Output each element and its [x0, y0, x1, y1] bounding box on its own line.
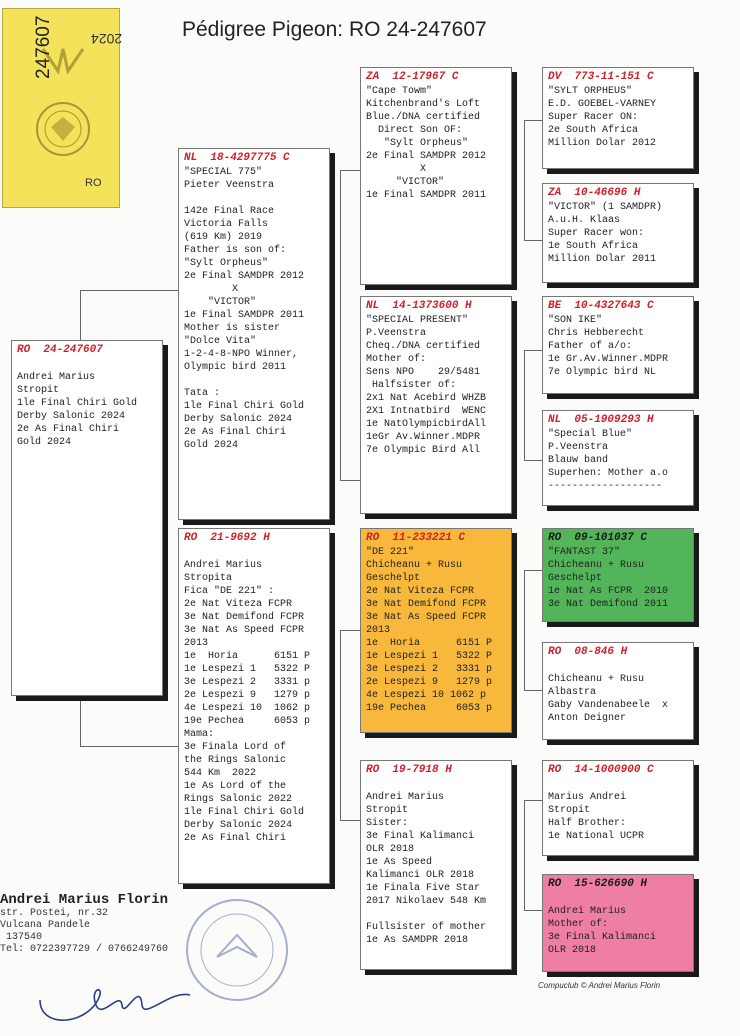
card-line: 3e Final Kalimanci — [548, 932, 657, 943]
card-line: Mother of: — [366, 354, 427, 365]
card-line: Blue./DNA certified — [366, 112, 481, 123]
card-line: 2x1 Nat Acebird WHZB — [366, 393, 487, 404]
card-ring: RO 15-626690 H — [548, 878, 648, 890]
card-lines — [17, 358, 157, 449]
card-lines — [548, 201, 688, 266]
card-line: "VICTOR" — [184, 297, 257, 308]
card-line: 2013 — [366, 625, 391, 636]
card-line: "Special Blue" — [548, 429, 633, 440]
card-line — [184, 374, 324, 387]
card-line: Mother of: — [548, 919, 609, 930]
connector-sire-down — [340, 290, 361, 481]
connector-sd-down — [524, 410, 543, 461]
card-line: P.Veenstra — [366, 328, 427, 339]
card-ring: RO 11-233221 C — [366, 532, 466, 544]
card-line: Stropit — [17, 385, 60, 396]
card-line: Chicheanu + Rusu — [366, 560, 463, 571]
card-line: Blauw band — [548, 455, 609, 466]
card-line: 19e Pechea 6053 p — [366, 703, 493, 714]
owner-name: Andrei Marius Florin — [0, 892, 169, 908]
card-line: 1le Final Chiri Gold — [184, 401, 305, 412]
connector-dd-up — [524, 800, 543, 861]
card-line: Marius Andrei — [548, 792, 627, 803]
card-subject — [11, 340, 163, 696]
connector-sire-up — [340, 170, 361, 291]
card-line: "Sylt Orpheus" — [366, 138, 469, 149]
card-line: 1e As SAMDPR 2018 — [366, 935, 469, 946]
card-line: 3e Final Kalimanci — [366, 831, 475, 842]
card-line — [548, 892, 688, 905]
card-line: 4e Lespezi 10 1062 p — [184, 703, 311, 714]
card-lines — [548, 660, 688, 725]
card-line: Super Racer won: — [548, 228, 645, 239]
card-line: 1e Gr.Av.Winner.MDPR — [548, 354, 669, 365]
card-line: Andrei Marius — [17, 372, 96, 383]
card-line: Direct Son OF: — [366, 125, 463, 136]
card-line: Sens NPO 29/5481 — [366, 367, 481, 378]
card-line: 1e As Lord of the — [184, 781, 287, 792]
card-line: 2e Nat Viteza FCPR — [366, 586, 475, 597]
card-line — [366, 908, 506, 921]
card-line: X — [366, 164, 427, 175]
card-lines — [548, 428, 688, 493]
card-ring: ZA 10-46696 H — [548, 187, 641, 199]
card-ring: RO 24-247607 — [17, 344, 103, 356]
card-ring: NL 18-4297775 C — [184, 152, 290, 164]
card-dam — [178, 528, 330, 884]
card-line: Sister: — [366, 818, 409, 829]
card-line: Anton Deigner — [548, 713, 627, 724]
card-ring: NL 14-1373600 H — [366, 300, 472, 312]
card-dss — [542, 528, 694, 622]
card-line: ------------------- — [548, 481, 663, 492]
connector-ss-up — [524, 120, 543, 181]
card-line: 142e Final Race — [184, 206, 275, 217]
card-line: 1le Final Chiri Gold — [17, 398, 138, 409]
card-line: 2e Lespezi 9 1279 p — [366, 677, 493, 688]
card-line: 2013 — [184, 638, 209, 649]
card-line: 1e Finala Five Star — [366, 883, 481, 894]
card-line: 1e Final SAMDPR 2011 — [366, 190, 487, 201]
ring-certificate — [2, 8, 123, 208]
card-line: 2e As Final Chiri — [184, 427, 287, 438]
card-line: Gold 2024 — [184, 440, 239, 451]
owner-address-line: 137540 — [0, 932, 43, 943]
card-line: Gold 2024 — [17, 437, 72, 448]
card-line: OLR 2018 — [366, 844, 415, 855]
owner-block — [0, 892, 200, 956]
card-lines — [366, 778, 506, 947]
card-lines — [548, 85, 688, 150]
card-line — [17, 358, 157, 371]
card-line: Derby Salonic 2024 — [184, 414, 293, 425]
card-line: "VICTOR" (1 SAMDPR) — [548, 202, 663, 213]
card-line: "Dolce Vita" — [184, 336, 257, 347]
card-line: Father of a/o: — [548, 341, 633, 352]
card-ring: RO 09-101037 C — [548, 532, 648, 544]
card-line: 3e Lespezi 2 3331 p — [366, 664, 493, 675]
card-line: Tata : — [184, 388, 221, 399]
card-line: Kalimanci OLR 2018 — [366, 870, 475, 881]
card-line: 2e As Final Chiri — [184, 833, 287, 844]
card-line: 2e Lespezi 9 1279 p — [184, 690, 311, 701]
card-line: 1e South Africa — [548, 241, 639, 252]
card-line: "SYLT ORPHEUS" — [548, 86, 633, 97]
card-line: 3e Nat As Speed FCPR — [366, 612, 487, 623]
card-line: Andrei Marius — [366, 792, 445, 803]
card-line: Chris Hebberecht — [548, 328, 645, 339]
card-line: 7e Olympic bird NL — [548, 367, 657, 378]
connector-subject-down — [80, 696, 179, 747]
card-line: 2e As Final Chiri — [17, 424, 120, 435]
card-line: Albastra — [548, 687, 597, 698]
card-sds — [542, 296, 694, 394]
connector-ds-up — [524, 570, 543, 631]
card-ring: RO 19-7918 H — [366, 764, 452, 776]
card-dam-dam — [360, 760, 512, 970]
card-line: 3e Finala Lord of — [184, 742, 287, 753]
card-line: Superhen: Mother a.o — [548, 468, 669, 479]
card-line: Andrei Marius — [548, 906, 627, 917]
card-line: 2e Nat Viteza FCPR — [184, 599, 293, 610]
card-line — [548, 660, 688, 673]
card-line: A.u.H. Klaas — [548, 215, 621, 226]
card-line: Geschelpt — [366, 573, 421, 584]
card-line: Victoria Falls — [184, 219, 269, 230]
card-line: Derby Salonic 2024 — [184, 820, 293, 831]
card-line: X — [184, 284, 239, 295]
card-line: 1e Final SAMDPR 2011 — [184, 310, 305, 321]
card-line: OLR 2018 — [548, 945, 597, 956]
card-line: 1le Final Chiri Gold — [184, 807, 305, 818]
card-lines — [184, 546, 324, 845]
owner-phone: Tel: 0722397729 / 0766249760 — [0, 944, 169, 955]
card-line — [366, 778, 506, 791]
card-ring: RO 08-846 H — [548, 646, 628, 658]
card-line: Mother is sister — [184, 323, 281, 334]
card-line: Andrei Marius — [184, 560, 263, 571]
card-line — [548, 778, 688, 791]
card-line: 2e South Africa — [548, 125, 639, 136]
card-line: Super Racer ON: — [548, 112, 639, 123]
card-lines — [366, 546, 506, 715]
card-line: 1e Horia 6151 P — [184, 651, 311, 662]
card-line: 2e Final SAMDPR 2012 — [366, 151, 487, 162]
connector-sd-up — [524, 350, 543, 411]
card-line: Chicheanu + Rusu — [548, 674, 645, 685]
card-line: 1-2-4-8-NPO Winner, — [184, 349, 299, 360]
card-lines — [366, 314, 506, 457]
card-line: Chicheanu + Rusu — [548, 560, 645, 571]
card-line — [184, 192, 324, 205]
owner-address-line: Vulcana Pandele — [0, 920, 91, 931]
card-line: "Cape Towm" — [366, 86, 433, 97]
card-sss — [542, 67, 694, 169]
card-line: 1e As Speed — [366, 857, 433, 868]
card-line: 544 Km 2022 — [184, 768, 257, 779]
signature-icon — [30, 960, 210, 1030]
card-line: 3e Nat Demifond 2011 — [548, 599, 669, 610]
card-lines — [184, 166, 324, 452]
card-line: "VICTOR" — [366, 177, 445, 188]
card-lines — [548, 314, 688, 379]
page-title: Pédigree Pigeon: RO 24-247607 — [182, 18, 487, 41]
card-ring: RO 21-9692 H — [184, 532, 270, 544]
card-line: 4e Lespezi 10 1062 p — [366, 690, 487, 701]
card-ring: BE 10-4327643 C — [548, 300, 654, 312]
footer-credit: Compuclub © Andrei Marius Florin — [538, 981, 661, 990]
card-line: Kitchenbrand's Loft — [366, 99, 481, 110]
owner-address-line: str. Postei, nr.32 — [0, 908, 109, 919]
connector-ds-down — [524, 630, 543, 691]
card-ring: RO 14-1000900 C — [548, 764, 654, 776]
card-line: Half Brother: — [548, 818, 627, 829]
card-line: Fica "DE 221" : — [184, 586, 275, 597]
card-lines — [548, 892, 688, 957]
card-sire-sire — [360, 67, 512, 285]
card-ring: DV 773-11-151 C — [548, 71, 654, 83]
card-line: 2e Final SAMDPR 2012 — [184, 271, 305, 282]
connector-subject-up — [80, 290, 179, 341]
card-line: 1e NatOlympicbirdAll — [366, 419, 487, 430]
card-line: Derby Salonic 2024 — [17, 411, 126, 422]
card-line: 3e Nat Demifond FCPR — [184, 612, 305, 623]
card-sire — [178, 148, 330, 520]
card-line: 1eGr Av.Winner.MDPR — [366, 432, 481, 443]
card-line: 1e National UCPR — [548, 831, 645, 842]
connector-dd-down — [524, 860, 543, 911]
card-line: Father is son of: — [184, 245, 287, 256]
card-line: Halfsister of: — [366, 380, 457, 391]
certificate-country: RO — [85, 177, 102, 189]
card-lines — [548, 778, 688, 843]
card-line: 2X1 Intnatbird WENC — [366, 406, 487, 417]
card-lines — [366, 85, 506, 202]
card-line: Cheq./DNA certified — [366, 341, 481, 352]
card-ddd — [542, 874, 694, 972]
card-line: (619 Km) 2019 — [184, 232, 263, 243]
card-dsd — [542, 642, 694, 740]
card-line: 1e Nat As FCPR 2010 — [548, 586, 669, 597]
card-line: Million Dolar 2012 — [548, 138, 657, 149]
card-line: Pieter Veenstra — [184, 180, 275, 191]
card-line: Fullsister of mother — [366, 922, 487, 933]
certificate-year: 2024 — [91, 31, 123, 47]
card-line: Million Dolar 2011 — [548, 254, 657, 265]
card-line: "Sylt Orpheus" — [184, 258, 269, 269]
card-sdd — [542, 410, 694, 506]
card-line: 2017 Nikolaev 548 Km — [366, 896, 487, 907]
card-line: Olympic bird 2011 — [184, 362, 287, 373]
card-dam-sire — [360, 528, 512, 733]
card-dds — [542, 760, 694, 856]
card-ring: NL 05-1909293 H — [548, 414, 654, 426]
card-line: P.Veenstra — [548, 442, 609, 453]
card-line: "DE 221" — [366, 547, 415, 558]
card-line: Rings Salonic 2022 — [184, 794, 293, 805]
card-line: Stropita — [184, 573, 233, 584]
card-line: the Rings Salonic — [184, 755, 287, 766]
connector-dam-down — [340, 630, 361, 821]
connector-ss-down — [524, 180, 543, 241]
card-line: 7e Olympic Bird All — [366, 445, 481, 456]
certificate-ring-number: 247607 — [33, 15, 54, 79]
card-ring: ZA 12-17967 C — [366, 71, 459, 83]
card-line: 1e Lespezi 1 5322 P — [366, 651, 493, 662]
card-line: "SPECIAL PRESENT" — [366, 315, 469, 326]
card-line — [184, 546, 324, 559]
card-line: Stropit — [548, 805, 591, 816]
card-sire-dam — [360, 296, 512, 514]
card-line: 3e Nat Demifond FCPR — [366, 599, 487, 610]
card-line: 1e Horia 6151 P — [366, 638, 493, 649]
card-line: 3e Nat As Speed FCPR — [184, 625, 305, 636]
card-line: Stropit — [366, 805, 409, 816]
card-line: 19e Pechea 6053 p — [184, 716, 311, 727]
card-line: Geschelpt — [548, 573, 603, 584]
card-line: 1e Lespezi 1 5322 P — [184, 664, 311, 675]
card-line: "FANTAST 37" — [548, 547, 621, 558]
card-line: "SPECIAL 775" — [184, 167, 263, 178]
card-line: Gaby Vandenabeele x — [548, 700, 669, 711]
card-line: Mama: — [184, 729, 215, 740]
card-lines — [548, 546, 688, 611]
card-line: "SON IKE" — [548, 315, 603, 326]
card-ssd — [542, 183, 694, 283]
card-line: E.D. GOEBEL-VARNEY — [548, 99, 657, 110]
card-line: 3e Lespezi 2 3331 p — [184, 677, 311, 688]
